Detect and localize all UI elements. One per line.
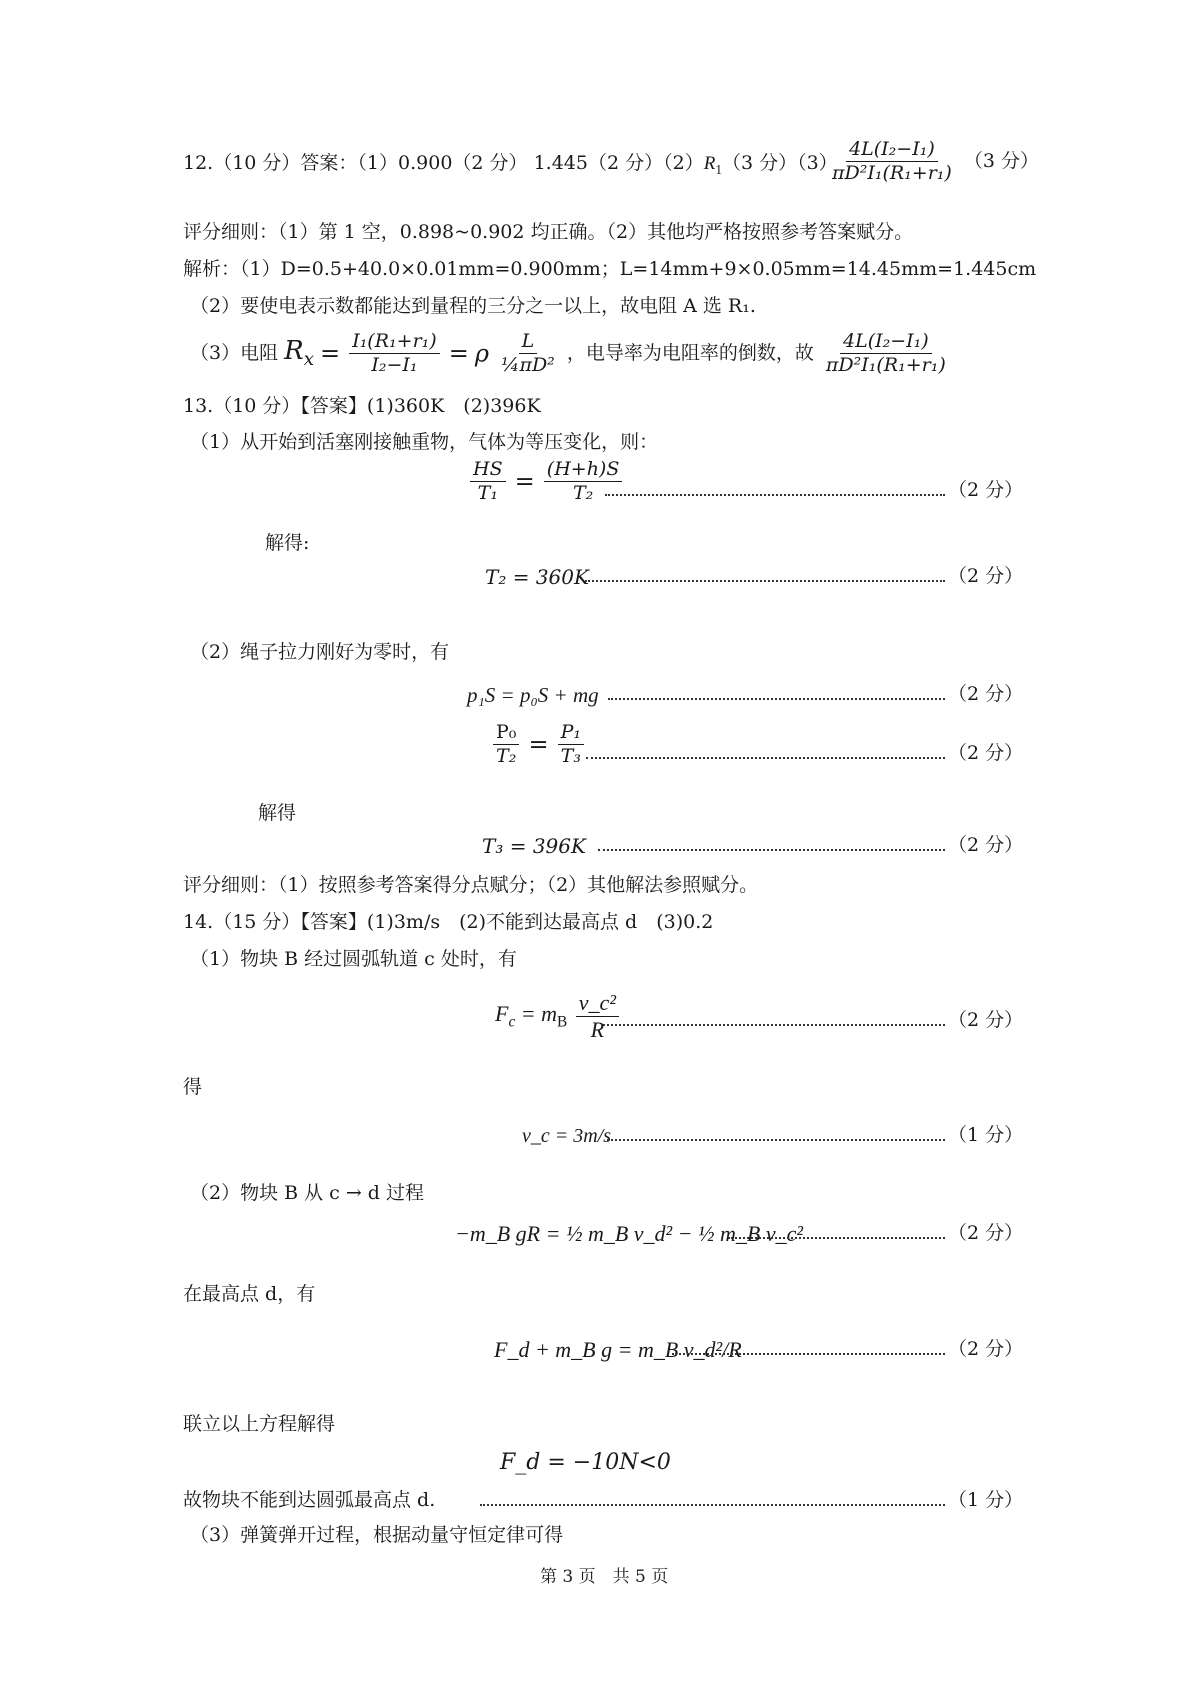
q13-eq4-score: （2 分） [948, 742, 1024, 764]
q13-solve1: 解得: [265, 532, 310, 554]
q14-conclusion-leader [480, 1504, 945, 1506]
q12-trailing-score: （3 分） [963, 150, 1040, 172]
q12-a3-frac3-num: 4L(I₂−I₁) [840, 332, 932, 354]
q13-solve2: 解得 [258, 802, 297, 824]
q14-de: 得 [183, 1076, 203, 1098]
q12-analysis-3: （3）电阻 $R_x$ = $\frac{\text{I₁(R₁+r₁)}}{\text{I₂−I₁}}$ = ρ $\frac{L}{\text{¼πD²}}$ ，电导率为电阻率的倒数，故 $\frac{\text{4L(I₂−I₁)}}{\text{πD²I₁(R₁+r₁)}}$ [190, 332, 952, 375]
q12-a3-text: ，电导率为电阻率的倒数，故 [566, 342, 814, 364]
q13-eq3: p₁S = p₀S + mg [467, 683, 599, 707]
q13-eq1-score: （2 分） [948, 479, 1024, 501]
q13-eq3-leader [608, 698, 945, 700]
q13-eq2-leader [585, 580, 945, 582]
q13-part2: （2）绳子拉力刚好为零时，有 [190, 641, 450, 663]
q14-eq4-score: （2 分） [948, 1338, 1024, 1360]
q12-a3-frac1-den: I₂−I₁ [371, 354, 418, 376]
q13-grading: 评分细则：（1）按照参考答案得分点赋分；（2）其他解法参照赋分。 [183, 874, 759, 896]
q12-rho-symbol: ρ [474, 339, 489, 368]
q13-eq5: T₃ = 396K [482, 834, 586, 858]
q12-answer-line [183, 154, 838, 176]
q14-part2: （2）物块 B 从 c → d 过程 [190, 1182, 425, 1204]
q14-eq3: −m_B gR = ½ m_B v_d² − ½ m_B v_c² [455, 1221, 803, 1246]
q14-eq1-leader [603, 1024, 945, 1026]
q13-eq2-score: （2 分） [948, 565, 1024, 587]
q13-eq4-leader [586, 757, 945, 759]
q12-analysis-1: 解析：（1）D=0.5+40.0×0.01mm=0.900mm；L=14mm+9×0.05mm=14.45mm=1.445cm [183, 258, 1037, 280]
q13-eq1-leader [605, 494, 945, 496]
q14-conclusion-score: （1 分） [948, 1489, 1024, 1511]
q14-eq4: F_d + m_B g = m_B v_d²/R [494, 1337, 742, 1362]
q13-eq3-score: （2 分） [948, 683, 1024, 705]
q13-eq1: $\frac{HS}{\text{T₁}}$ = $\frac{(H+h)S}{\text{T₂}}$ [467, 460, 625, 503]
q12-r1-symbol: $R_1$ [703, 153, 722, 177]
q13-part1: （1）从开始到活塞刚接触重物，气体为等压变化，则： [190, 431, 659, 453]
q14-eq1: $F_c = m_B$ $\frac{\text{v\_c²}}{R}$ [495, 992, 622, 1041]
q12-a3-frac2-num: L [519, 332, 538, 354]
q14-eq3-leader [728, 1237, 945, 1239]
q14-eq3-score: （2 分） [948, 1222, 1024, 1244]
q14-eq1-score: （2 分） [948, 1009, 1024, 1031]
q14-header: 14.（15 分）【答案】(1)3m/s (2)不能到达最高点 d (3)0.2 [183, 911, 714, 933]
q14-eq2-leader [607, 1139, 945, 1141]
q13-eq2: T₂ = 360K [485, 565, 589, 589]
page-footer: 第 3 页 共 5 页 [540, 1567, 669, 1587]
q12-a3-frac3-den: πD²I₁(R₁+r₁) [825, 354, 946, 376]
q13-header: 13.（10 分）【答案】(1)360K (2)396K [183, 395, 541, 417]
q12-answer-prefix: 12.（10 分）答案：（1）0.900（2 分） 1.445（2 分）（2） [183, 152, 704, 174]
q14-eq2-score: （1 分） [948, 1124, 1024, 1146]
q13-eq5-leader [598, 849, 945, 851]
q13-eq4: $\frac{\text{P₀}}{\text{T₂}}$ = $\frac{\text{P₁}}{\text{T₃}}$ [490, 723, 587, 766]
q12-frac-denominator: πD²I₁(R₁+r₁) [832, 162, 952, 184]
q12-grading: 评分细则：（1）第 1 空，0.898~0.902 均正确。（2）其他均严格按照参考答案赋分。 [183, 221, 914, 243]
q14-combine: 联立以上方程解得 [183, 1413, 336, 1435]
q14-eq2: v_c = 3m/s [522, 1125, 612, 1147]
q14-conclusion: 故物块不能到达圆弧最高点 d. [183, 1489, 436, 1511]
q14-part3: 在最高点 d，有 [183, 1283, 316, 1305]
q12-a3-frac1-num: I₁(R₁+r₁) [349, 332, 440, 354]
q14-eq4-leader [672, 1353, 945, 1355]
q14-eq5: F_d = −10N<0 [500, 1450, 671, 1475]
q12-a3-frac2-den: ¼πD² [501, 354, 555, 376]
q14-part4: （3）弹簧弹开过程，根据动量守恒定律可得 [190, 1524, 564, 1546]
q12-final-fraction [826, 140, 1039, 183]
q12-analysis-2: （2）要使电表示数都能达到量程的三分之一以上，故电阻 A 选 R₁. [190, 295, 756, 317]
q12-frac-numerator: 4L(I₂−I₁) [846, 140, 938, 162]
q14-part1: （1）物块 B 经过圆弧轨道 c 处时，有 [190, 948, 517, 970]
q13-eq5-score: （2 分） [948, 834, 1024, 856]
q12-after-r1: （3 分）（3） [721, 152, 838, 174]
q12-rx-symbol: $R_x$ [284, 335, 314, 370]
q12-a3-prefix: （3）电阻 [190, 342, 279, 364]
